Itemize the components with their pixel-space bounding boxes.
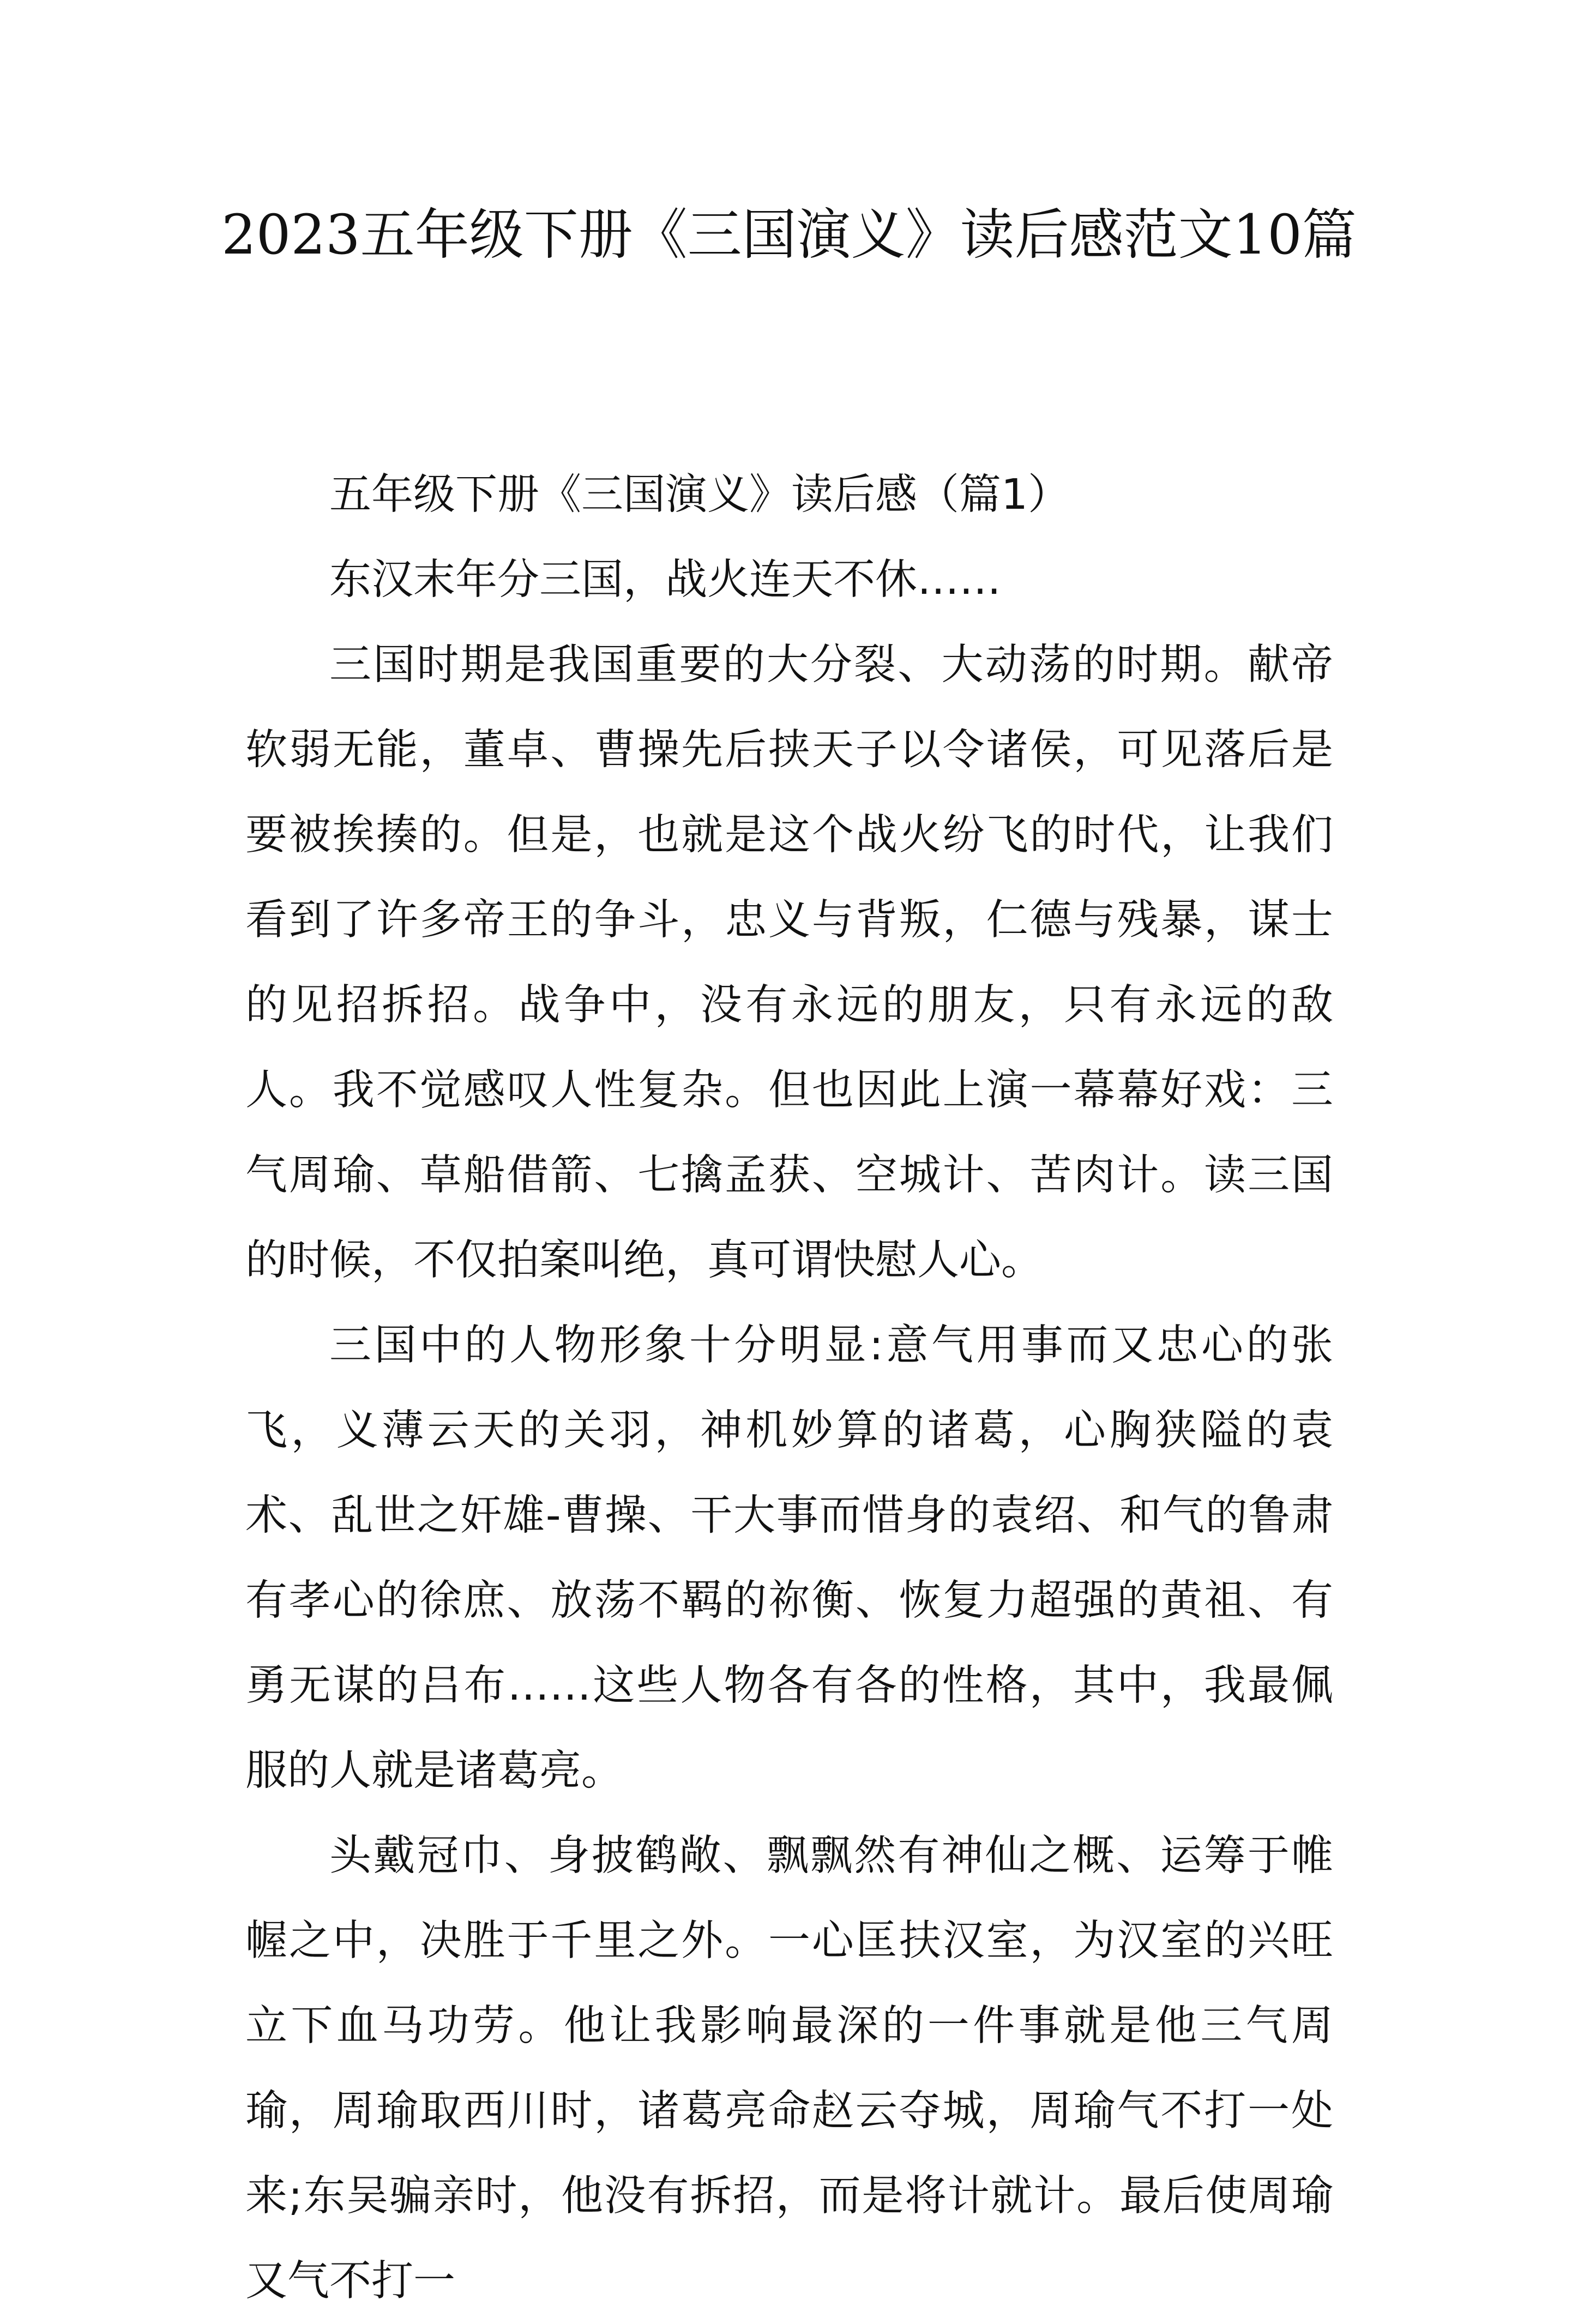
paragraph: 头戴冠巾、身披鹤敞、飘飘然有神仙之概、运筹于帷幄之中，决胜于千里之外。一心匡扶汉室，为汉室的兴旺立下血马功劳。他让我影响最深的一件事就是他三气周瑜，周瑜取西川时，诸葛亮命赵云夺城，周瑜气不打一处来;东吴骗亲时，他没有拆招，而是将计就计。最后使周瑜又气不打一 bbox=[245, 1832, 1333, 2305]
paragraph: 东汉末年分三国，战火连天不休…… bbox=[329, 556, 1001, 604]
document-body bbox=[245, 453, 1333, 2324]
section-heading: 五年级下册《三国演义》读后感（篇1） bbox=[329, 471, 1070, 519]
paragraph: 三国时期是我国重要的大分裂、大动荡的时期。献帝软弱无能，董卓、曹操先后挟天子以令诸侯，可见落后是要被挨揍的。但是，也就是这个战火纷飞的时代，让我们看到了许多帝王的争斗，忠义与背叛，仁德与残暴，谋士的见招拆招。战争中，没有永远的朋友，只有永远的敌人。我不觉感叹人性复杂。但也因此上演一幕幕好戏：三气周瑜、草船借箭、七擒孟获、空城计、苦肉计。读三国的时候，不仅拍案叫绝，真可谓快慰人心。 bbox=[245, 641, 1333, 1285]
document-title: 2023五年级下册《三国演义》读后感范文10篇 bbox=[221, 203, 1357, 267]
paragraph: 三国中的人物形象十分明显:意气用事而又忠心的张飞，义薄云天的关羽，神机妙算的诸葛，心胸狭隘的袁术、乱世之奸雄-曹操、干大事而惜身的袁绍、和气的鲁肃有孝心的徐庶、放荡不羁的祢衡、恢复力超强的黄祖、有勇无谋的吕布……这些人物各有各的性格，其中，我最佩服的人就是诸葛亮。 bbox=[245, 1321, 1333, 1795]
